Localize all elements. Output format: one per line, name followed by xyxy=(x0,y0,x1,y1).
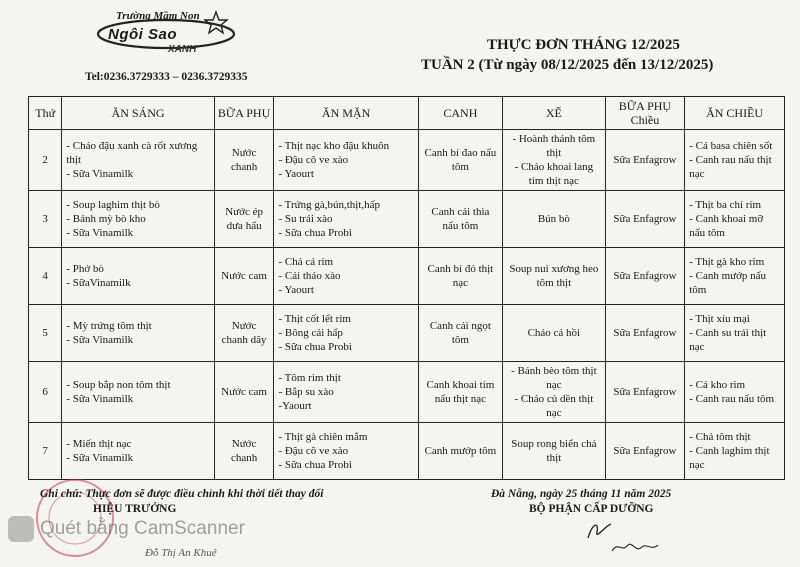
menu-item: - Thịt ba chỉ rim xyxy=(689,199,762,211)
cell-afternoon xyxy=(503,191,606,248)
cell-dinner xyxy=(685,248,785,305)
menu-item: Sữa Enfagrow xyxy=(613,213,677,225)
menu-item: - Thịt cốt lết rim xyxy=(278,313,351,325)
menu-item: Nước cam xyxy=(221,270,267,282)
menu-item: - Soup laghim thịt bò xyxy=(66,199,160,211)
cell-afternoon xyxy=(503,130,606,191)
menu-item: - Canh mướp nấu tôm xyxy=(689,270,767,296)
menu-item: - Thịt nạc kho đậu khuôn xyxy=(278,140,390,152)
menu-item: - Sữa chua Probi xyxy=(278,227,352,239)
header-soup: CANH xyxy=(418,97,502,130)
menu-item: - Canh rau nấu tôm xyxy=(689,393,775,405)
menu-item: - Đậu cô ve xào xyxy=(278,445,349,457)
cell-pm-snack xyxy=(605,130,685,191)
menu-item: - Sữa Vinamilk xyxy=(66,393,134,405)
menu-item: - Sữa chua Probi xyxy=(278,341,352,353)
menu-item: -Yaourt xyxy=(278,400,312,412)
cell-pm-snack xyxy=(605,362,685,423)
menu-item: - Cải thảo xào xyxy=(278,270,341,282)
cell-pm-snack xyxy=(605,305,685,362)
menu-item: Sữa Enfagrow xyxy=(613,386,677,398)
menu-item: Sữa Enfagrow xyxy=(613,270,677,282)
menu-item: - Canh su trái thịt nạc xyxy=(689,327,767,353)
cell-soup xyxy=(418,191,502,248)
menu-item: - Miến thịt nạc xyxy=(66,438,132,450)
menu-item: - Canh rau nấu thịt nạc xyxy=(689,154,772,180)
table-row xyxy=(29,305,785,362)
menu-item: - Chả cá rim xyxy=(278,256,334,268)
menu-item: - Cháo đậu xanh cà rốt xương thịt xyxy=(66,140,198,166)
menu-item: - Phở bò xyxy=(66,263,104,275)
header-pm-snack: BỮA PHỤ Chiều xyxy=(605,97,685,130)
menu-item: - Canh laghim thịt nạc xyxy=(689,445,770,471)
camscanner-watermark: Quét bằng CamScanner xyxy=(40,518,245,539)
logo-school-name-2: XANH xyxy=(168,44,197,55)
cell-main xyxy=(274,191,418,248)
cell-main xyxy=(274,130,418,191)
header-dinner: ĂN CHIỀU xyxy=(685,97,785,130)
cell-day: 2 xyxy=(29,130,62,191)
week-subtitle: TUẦN 2 (Từ ngày 08/12/2025 đến 13/12/2025) xyxy=(421,57,714,73)
menu-item: Nước ép dưa hấu xyxy=(225,206,263,232)
cell-main xyxy=(274,305,418,362)
cell-day: 6 xyxy=(29,362,62,423)
menu-item: - Sữa Vinamilk xyxy=(66,452,134,464)
cell-day: 5 xyxy=(29,305,62,362)
menu-item: - Thịt xíu mại xyxy=(689,313,750,325)
menu-item: - Hoành thánh tôm thịt xyxy=(512,133,596,159)
header-breakfast: ĂN SÁNG xyxy=(62,97,214,130)
table-header-row xyxy=(29,97,785,130)
menu-item: - Bánh bèo tôm thịt nạc xyxy=(511,365,597,391)
cell-soup xyxy=(418,305,502,362)
cell-breakfast xyxy=(62,423,214,480)
menu-item: - Thịt gà chiên mắm xyxy=(278,431,368,443)
menu-item: - Chả tôm thịt xyxy=(689,431,751,443)
menu-item: - Bánh mỳ bò kho xyxy=(66,213,146,225)
cell-snack xyxy=(214,362,274,423)
menu-item: - Đậu cô ve xào xyxy=(278,154,349,166)
cell-soup xyxy=(418,130,502,191)
menu-item: - Bắp su xào xyxy=(278,386,334,398)
cell-dinner xyxy=(685,362,785,423)
cell-main xyxy=(274,362,418,423)
menu-item: - Sữa Vinamilk xyxy=(66,334,134,346)
menu-item: Sữa Enfagrow xyxy=(613,327,677,339)
table-row xyxy=(29,423,785,480)
kitchen-dept-title: BỘ PHẬN CẤP DƯỠNG xyxy=(529,503,654,515)
cell-dinner xyxy=(685,423,785,480)
weekly-menu-table xyxy=(28,96,785,480)
menu-item: Canh cải thìa nấu tôm xyxy=(431,206,490,232)
camscanner-icon xyxy=(8,516,34,542)
cell-dinner xyxy=(685,130,785,191)
header-day: Thứ xyxy=(29,97,62,130)
menu-item: - Tôm rim thịt xyxy=(278,372,341,384)
menu-item: Canh cải ngọt tôm xyxy=(429,320,491,346)
cell-snack xyxy=(214,248,274,305)
menu-item: - Mỳ trứng tôm thịt xyxy=(66,320,152,332)
menu-item: - Cá kho rim xyxy=(689,379,746,391)
school-logo xyxy=(88,6,248,60)
menu-item: Canh mướp tôm xyxy=(424,445,497,457)
principal-name: Đỗ Thị An Khuê xyxy=(145,547,217,559)
menu-item: Sữa Enfagrow xyxy=(613,445,677,457)
menu-item: - Soup bắp non tôm thịt xyxy=(66,379,171,391)
cell-snack xyxy=(214,130,274,191)
header-snack: BỮA PHỤ xyxy=(214,97,274,130)
menu-item: - Su trái xào xyxy=(278,213,333,225)
menu-item: - Trứng gà,bún,thịt,hấp xyxy=(278,199,381,211)
cell-soup xyxy=(418,423,502,480)
cell-breakfast xyxy=(62,248,214,305)
menu-item: - Sữa Vinamilk xyxy=(66,168,134,180)
logo-school-type: Trường Mầm Non xyxy=(116,10,200,22)
menu-item: - Bông cải hấp xyxy=(278,327,343,339)
phone-numbers: Tel:0236.3729333 – 0236.3729335 xyxy=(85,71,248,83)
menu-item: Canh bí đỏ thịt nạc xyxy=(427,263,494,289)
menu-item: - Yaourt xyxy=(278,284,314,296)
menu-item: Sữa Enfagrow xyxy=(613,154,677,166)
principal-title: HIỆU TRƯỞNG xyxy=(93,503,177,515)
menu-item: - Cá basa chiên sốt xyxy=(689,140,773,152)
menu-item: Canh bí đao nấu tôm xyxy=(424,147,497,173)
table-row xyxy=(29,191,785,248)
cell-day: 7 xyxy=(29,423,62,480)
table-row xyxy=(29,248,785,305)
menu-item: - Sữa Vinamilk xyxy=(66,227,134,239)
cell-afternoon xyxy=(503,362,606,423)
menu-item: Nước chanh dây xyxy=(221,320,267,346)
logo-school-name: Ngôi Sao xyxy=(108,26,178,43)
menu-item: Cháo cá hồi xyxy=(527,327,581,339)
cell-breakfast xyxy=(62,305,214,362)
menu-item: - Yaourt xyxy=(278,168,314,180)
menu-item: Nước chanh xyxy=(230,147,258,173)
cell-dinner xyxy=(685,191,785,248)
table-row xyxy=(29,362,785,423)
header-main: ĂN MẶN xyxy=(274,97,418,130)
cell-main xyxy=(274,248,418,305)
cell-soup xyxy=(418,248,502,305)
cell-afternoon xyxy=(503,305,606,362)
cell-pm-snack xyxy=(605,248,685,305)
menu-item: Bún bò xyxy=(537,213,570,225)
sign-date: Đà Nẵng, ngày 25 tháng 11 năm 2025 xyxy=(491,488,672,500)
cell-breakfast xyxy=(62,191,214,248)
cell-breakfast xyxy=(62,130,214,191)
cell-pm-snack xyxy=(605,191,685,248)
table-row xyxy=(29,130,785,191)
menu-item: - Canh khoai mỡ nấu tôm xyxy=(689,213,764,239)
cell-dinner xyxy=(685,305,785,362)
cell-main xyxy=(274,423,418,480)
kitchen-signature xyxy=(610,537,660,557)
cell-day: 4 xyxy=(29,248,62,305)
menu-item: Canh khoai tím nấu thịt nạc xyxy=(426,379,495,405)
menu-item: Soup rong biển chả thịt xyxy=(511,438,597,464)
menu-item: Nước cam xyxy=(221,386,267,398)
menu-note: Ghi chú: Thực đơn sẽ được điều chỉnh khi thời tiết thay đổi xyxy=(40,488,324,500)
menu-item: Soup nui xương heo tôm thịt xyxy=(509,263,599,289)
cell-snack xyxy=(214,191,274,248)
cell-soup xyxy=(418,362,502,423)
menu-item: - SữaVinamilk xyxy=(66,277,131,289)
menu-item: - Sữa chua Probi xyxy=(278,459,352,471)
cell-afternoon xyxy=(503,248,606,305)
cell-snack xyxy=(214,305,274,362)
menu-item: Nước chanh xyxy=(230,438,258,464)
menu-item: - Thịt gà kho rim xyxy=(689,256,765,268)
cell-breakfast xyxy=(62,362,214,423)
menu-item: - Cháo củ dền thịt nạc xyxy=(514,393,594,419)
menu-title: THỰC ĐƠN THÁNG 12/2025 xyxy=(487,37,680,53)
cell-afternoon xyxy=(503,423,606,480)
cell-day: 3 xyxy=(29,191,62,248)
header-afternoon: XẾ xyxy=(503,97,606,130)
cell-pm-snack xyxy=(605,423,685,480)
menu-item: - Cháo khoai lang tím thịt nạc xyxy=(514,161,594,187)
cell-snack xyxy=(214,423,274,480)
